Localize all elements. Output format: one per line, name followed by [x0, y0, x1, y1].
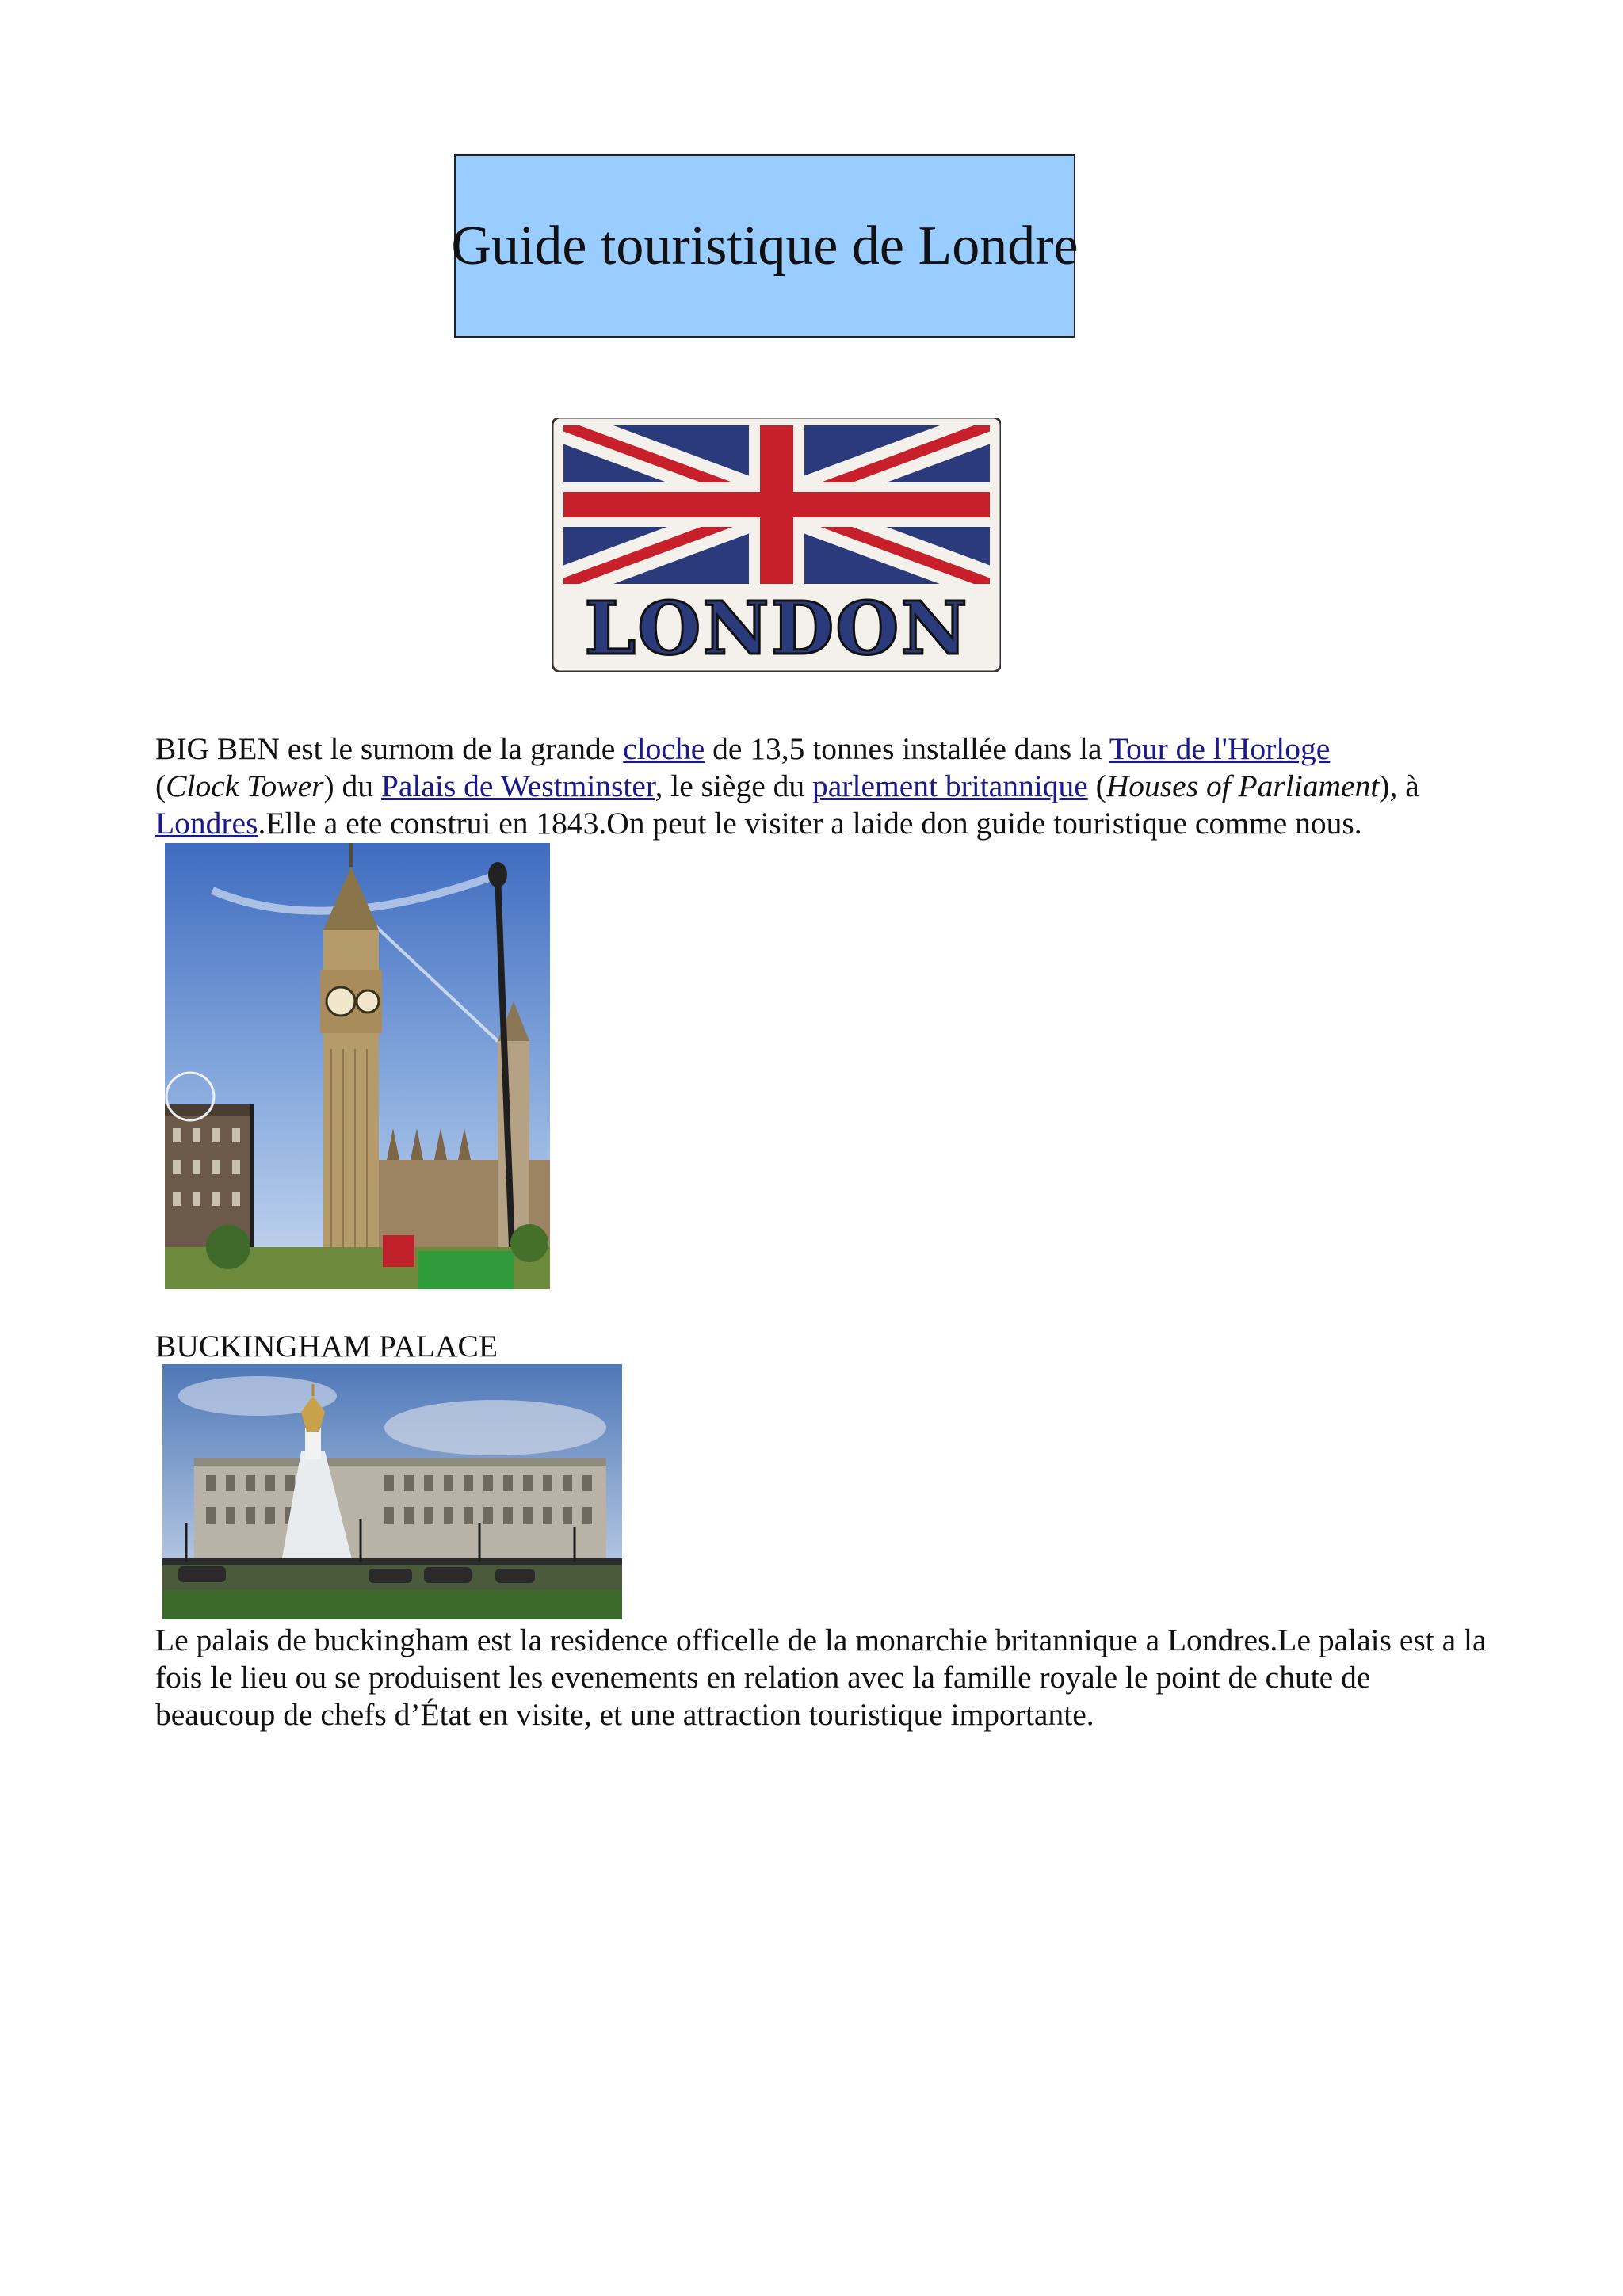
link-cloche[interactable]: cloche	[623, 731, 705, 766]
title-box	[451, 154, 1079, 338]
buckingham-paragraph: Le palais de buckingham est la residence officelle de la monarchie britannique a Londres.Le palais est a la fois le lieu ou se produisent les evenements en relation avec la famille royale le point de chute de beaucoup de chefs d’État en visite, et une attraction touristique importante.	[155, 1623, 1487, 1732]
text-span: ) du	[323, 769, 381, 803]
italic-houses-parliament: Houses of Parliament	[1106, 769, 1380, 803]
london-flag-logo	[552, 418, 1001, 672]
text-span: ), à	[1379, 769, 1419, 803]
text-span: (	[155, 769, 166, 803]
text-span: (	[1087, 769, 1106, 803]
link-tour-horloge[interactable]: Tour de l'Horloge	[1109, 731, 1331, 766]
text-span: .Elle a ete construi en 1843.On peut le visiter a laide don guide touristique comme nous.	[258, 806, 1362, 841]
logo-text: LONDON	[584, 585, 969, 671]
text-span: de 13,5 tonnes installée dans la	[705, 731, 1109, 766]
buckingham-palace-photo	[162, 1364, 622, 1619]
bigben-paragraph	[155, 730, 1471, 842]
buckingham-heading: BUCKINGHAM PALACE	[155, 1329, 498, 1363]
text-span: BIG BEN est le surnom de la grande	[155, 731, 624, 766]
text-span: , le siège du	[655, 769, 813, 803]
link-londres[interactable]: Londres	[155, 806, 258, 841]
italic-clock-tower: Clock Tower	[166, 769, 324, 803]
link-parlement[interactable]: parlement britannique	[812, 769, 1088, 803]
link-palais-westminster[interactable]: Palais de Westminster	[380, 769, 655, 803]
big-ben-photo	[165, 843, 550, 1289]
page-title: Guide touristique de Londre	[451, 215, 1079, 277]
